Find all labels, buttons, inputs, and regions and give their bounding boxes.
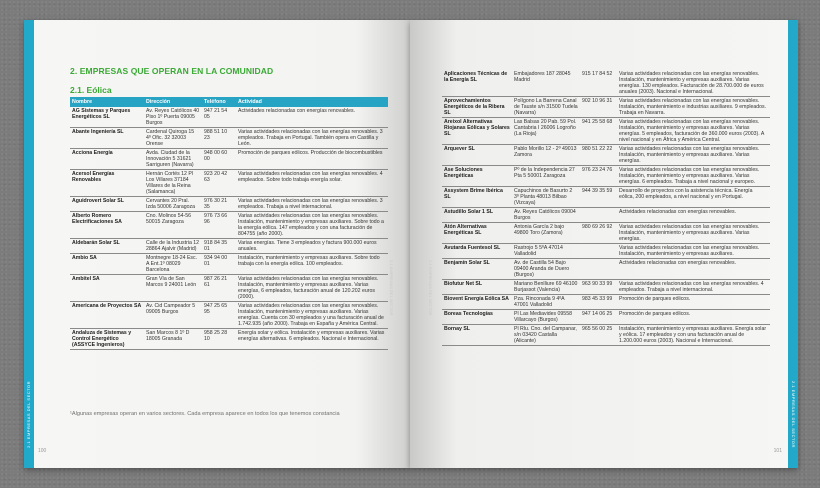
company-activity: Varias actividades relacionadas con las energías renovables. 4 empleados. Sobre todo trabaja energía solar.: [238, 171, 383, 183]
company-activity: Instalación, mantenimiento y empresas auxiliares. Sobre todo trabaja con la energía eólica. 100 empleados.: [238, 255, 380, 267]
table-row: [70, 107, 388, 128]
company-phone: 947 14 06 25: [582, 311, 613, 317]
company-name: Boreas Tecnologías: [444, 311, 493, 317]
table-row: [442, 310, 770, 325]
table-row: [442, 325, 770, 346]
table-row: [70, 212, 388, 239]
company-activity: Varias actividades relacionadas con las energías renovables. Instalación, mantenimiento y empresas auxiliares.: [619, 245, 760, 257]
table-row: [442, 118, 770, 145]
table-row: [70, 128, 388, 149]
header-phone: Teléfono: [202, 97, 236, 107]
right-page: [410, 20, 798, 468]
company-name: Assystem Brime Ibérica SL: [444, 188, 503, 200]
company-name: Aldebarán Solar SL: [72, 240, 120, 246]
left-page-number: 100: [38, 448, 47, 454]
company-activity: Varias actividades relacionadas con las energías renovables. Instalación, mantenimiento y empresas auxiliares. Varias energías.: [619, 224, 760, 242]
company-address: Av. de Castilla 54 Bajo 09400 Aranda de Duero (Burgos): [514, 260, 570, 278]
company-name: Bornay SL: [444, 326, 470, 332]
left-side-caption: 2.1 EMPRESAS DEL SECTOR: [26, 381, 31, 448]
company-activity: Actividades relacionadas con energías renovables.: [619, 260, 737, 266]
table-row: [442, 280, 770, 295]
company-phone: 948 00 60 00: [204, 150, 228, 162]
company-phone: 988 51 10 23: [204, 129, 228, 141]
company-activity: Varias actividades relacionadas con las energías renovables. Instalación, mantenimiento e industrias auxiliares. 9 empleados. Trabaja en Navarra.: [619, 98, 767, 116]
company-address: Av. Reyes Católicos 09004 Burgos: [514, 209, 576, 221]
company-name: Atón Alternativas Energéticas SL: [444, 224, 487, 236]
table-row: [70, 275, 388, 302]
company-activity: Varias actividades relacionadas con las energías renovables. Instalación, mantenimiento y empresas auxiliares. Varias energías. Cuenta con 30 empleados y una facturación anual de 1.742.935 (año 2000). Trabaja en España y América Central.: [238, 303, 384, 327]
table-row: [70, 149, 388, 170]
company-address: Cervantes 20 Pral. Izda 50006 Zaragoza: [146, 198, 196, 210]
table-row: [70, 329, 388, 350]
company-name: Avutarda Fuentesol SL: [444, 245, 501, 251]
company-name: Aprovechamientos Energéticos de la Ribera SL: [444, 98, 505, 116]
company-phone: 934 94 00 01: [204, 255, 228, 267]
company-phone: 947 25 65 95: [204, 303, 228, 315]
company-name: Aguidrovert Solar SL: [72, 198, 124, 204]
company-name: AG Sistemas y Parques Energéticos SL: [72, 108, 131, 120]
table-row: [442, 208, 770, 223]
company-activity: Varias actividades relacionadas con las energías renovables. Instalación, mantenimiento y empresas auxiliares. Varias energías. 6 empleados. Trabaja a nivel nacional y europeo.: [619, 167, 760, 185]
table-row: [442, 244, 770, 259]
company-address: Pablo Morillo 12 - 2º 49013 Zamora: [514, 146, 577, 158]
right-side-caption: 2.1 EMPRESAS DEL SECTOR: [791, 381, 796, 448]
company-phone: 963 90 33 99: [582, 281, 613, 287]
table-row: [70, 239, 388, 254]
company-activity: Varias actividades relacionadas con las energías renovables. Instalación, mantenimiento y empresas auxiliares. Varias energías, 6 empleados, facturación anual de 120.202 euros (2000).: [238, 276, 379, 300]
table-row: [70, 254, 388, 275]
company-phone: 958 25 28 10: [204, 330, 228, 342]
company-activity: Actividades relacionadas con energías renovables.: [619, 209, 737, 215]
company-name: Aplicaciones Técnicas de la Energía SL: [444, 71, 508, 83]
company-address: Rastrojo 5 5ºA 47014 Valladolid: [514, 245, 563, 257]
company-name: Abante Ingeniería SL: [72, 129, 124, 135]
company-activity: Promoción de parques eólicos.: [619, 311, 691, 317]
company-activity: Varias actividades relacionadas con las energías renovables. Instalación, mantenimiento y empresas auxiliares. Varias energías. 5 empleados, facturación de 360.000 euros (2003). A nivel nacional y en África y América Central.: [619, 119, 765, 143]
header-address: Dirección: [144, 97, 202, 107]
company-name: Areixol Alternativas Riojanas Eólicas y Solares SL: [444, 119, 510, 137]
company-name: Biovent Energía Eólica SA: [444, 296, 509, 302]
company-phone: 965 56 00 25: [582, 326, 613, 332]
table-row: [442, 166, 770, 187]
company-phone: 980 51 22 22: [582, 146, 613, 152]
company-activity: Varias energías. Tiene 3 empleados y factura 900.000 euros anuales.: [238, 240, 377, 252]
company-phone: 915 17 84 52: [582, 71, 613, 77]
table-row: [442, 259, 770, 280]
company-activity: Instalación, mantenimiento y empresas auxiliares. Energía solar y eólica. 17 empleados y con una facturación anual de 1.200.000 euros (2003). Nacional e Internacional.: [619, 326, 767, 344]
company-name: Ase Soluciones Energéticas: [444, 167, 483, 179]
table-row: [442, 187, 770, 208]
company-phone: 944 39 35 59: [582, 188, 613, 194]
company-address: San Marcos 8 1º D 18005 Granada: [146, 330, 190, 342]
company-name: Astudillo Solar 1 SL: [444, 209, 494, 215]
company-activity: Varias actividades relacionadas con las energías renovables. Instalación, mantenimiento y empresas auxiliares. Varias energías. 130 empleados. Facturación de 28.700.000 de euros anuales (2003). Nacional e Internacional.: [619, 71, 764, 95]
right-page-number: 101: [773, 448, 782, 454]
company-address: Pl Las Mediavides 09558 Villarcayo (Burgos): [514, 311, 572, 323]
footnote: ¹Algunas empresas operan en varios sectores. Cada empresa aparece en todos los que tenemos constancia: [70, 411, 340, 417]
company-phone: 987 26 21 61: [204, 276, 228, 288]
company-activity: Desarrollo de proyectos con la asistencia técnica. Energía eólica, 200 empleados, a nivel nacional y en Portugal.: [619, 188, 753, 200]
table-row: [442, 295, 770, 310]
company-phone: 983 45 33 99: [582, 296, 613, 302]
company-name: Americana de Proyectos SA: [72, 303, 142, 309]
company-phone: 976 30 21 35: [204, 198, 228, 210]
company-name: Acersol Energías Renovables: [72, 171, 115, 183]
company-address: Cardenal Quiroga 15 4º Ofic. 32 32003 Orense: [146, 129, 195, 147]
table-row: [442, 223, 770, 244]
company-activity: Actividades relacionadas con energías renovables.: [238, 108, 356, 114]
company-phone: [580, 259, 617, 280]
company-address: Gran Vía de San Marcos 9 24001 León: [146, 276, 197, 288]
left-page: [24, 20, 410, 468]
company-address: Hernán Cortés 12 Pl Los Villares 37184 Villares de la Reina (Salamanca): [146, 171, 193, 195]
company-activity: Promoción de parques eólicos. Producción de biocombustibles: [238, 150, 383, 156]
table-row: [70, 170, 388, 197]
company-name: Ambitel SA: [72, 276, 100, 282]
company-address: Montnegre 18-24 Esc. A Ent.1º 08029 Barcelona: [146, 255, 198, 273]
company-phone: 976 73 66 96: [204, 213, 228, 225]
company-address: Antonia García 2 bajo 49800 Toro (Zamora): [514, 224, 565, 236]
company-phone: [580, 244, 617, 259]
company-name: Alberto Romero Electrificaciones SA: [72, 213, 122, 225]
company-address: Pº de la Independencia 27 Pta 5 50001 Zaragoza: [514, 167, 575, 179]
company-phone: 976 23 24 76: [582, 167, 613, 173]
company-address: Calle de la Industria 12 28864 Ajalvir (Madrid): [146, 240, 200, 252]
table-row: [70, 302, 388, 329]
company-activity: Energía solar y eólica. Instalación y empresas auxiliares. Varias energías alternativas. 6 empleados. Nacional e Internacional.: [238, 330, 385, 342]
table-row: [70, 197, 388, 212]
company-address: Avda. Ciudad de la Innovación 5 31621 Sarriguren (Navarra): [146, 150, 194, 168]
company-phone: [580, 208, 617, 223]
section-title: 2. EMPRESAS QUE OPERAN EN LA COMUNIDAD: [70, 66, 274, 76]
table-row: [442, 97, 770, 118]
company-address: Av. Reyes Católicos 40 Piso 1º Puerta 09005 Burgos: [146, 108, 200, 126]
company-address: Pl Rlu. Cno. del Campanar, s/n 03420 Castalla (Alicante): [514, 326, 577, 344]
company-address: Las Balsas 20 Pab. 59 Pol. Cantabria I 26006 Logroño (La Rioja): [514, 119, 577, 137]
company-activity: Varias actividades relacionadas con las energías renovables. Instalación, mantenimiento y empresas auxiliares. Sobre todo a la energía eólica. 147 empleados y con una facturación de 804755 (año 2000).: [238, 213, 384, 237]
company-activity: Varias actividades relacionadas con las energías renovables. Instalación, mantenimiento y empresas auxiliares. Varias energías.: [619, 146, 760, 164]
company-address: Polígono La Barrena Canal de Tauste s/n 31500 Tudela (Navarra): [514, 98, 578, 116]
right-company-table: [442, 70, 770, 346]
company-phone: 918 84 35 01: [204, 240, 228, 252]
company-phone: 947 21 54 05: [204, 108, 228, 120]
company-phone: 941 25 58 68: [582, 119, 613, 125]
company-name: Andaluza de Sistemas y Control Energético (ASSYCE Ingenieros): [72, 330, 132, 348]
company-name: Biofutur Net SL: [444, 281, 483, 287]
left-gutter-caption: 2.1 EMPRESAS DEL SECTOR: [389, 260, 394, 316]
company-activity: Varias actividades relacionadas con las energías renovables. 4 empleados. Trabaja a nivel internacional.: [619, 281, 764, 293]
header-activity: Actividad: [236, 97, 388, 107]
company-address: Mariano Benlliure 69 46100 Burjassot (Valencia): [514, 281, 578, 293]
company-address: Cno. Molinos 54-56 50015 Zaragoza: [146, 213, 191, 225]
company-phone: 923 20 42 63: [204, 171, 228, 183]
company-phone: 902 10 96 31: [582, 98, 613, 104]
table-row: [442, 70, 770, 97]
company-name: Ambio SA: [72, 255, 97, 261]
table-row: [442, 145, 770, 166]
company-phone: 980 69 26 92: [582, 224, 613, 230]
company-activity: Varias actividades relacionadas con las energías renovables. 3 empleados. Trabaja en Portugal. También opera en Castilla y León.: [238, 129, 383, 147]
company-address: Av. Cid Campeador 5 09005 Burgos: [146, 303, 196, 315]
header-name: Nombre: [70, 97, 144, 107]
left-company-table: [70, 97, 388, 350]
company-activity: Varias actividades relacionadas con las energías renovables. 3 empleados. Trabaja a nivel internacional.: [238, 198, 383, 210]
company-name: Benjamín Solar SL: [444, 260, 490, 266]
company-activity: Promoción de parques eólicos.: [619, 296, 691, 302]
open-book: [24, 20, 798, 468]
subsection-title: 2.1. Eólica: [70, 85, 112, 95]
company-name: Acciona Energía: [72, 150, 113, 156]
company-name: Arquever SL: [444, 146, 475, 152]
table-header-row: [70, 97, 388, 107]
right-gutter-caption: 2.1 EMPRESAS DEL SECTOR: [428, 260, 433, 316]
company-address: Capuchinos de Basurto 2 3º Planta 48013 Bilbao (Vizcaya): [514, 188, 573, 206]
company-address: Embajadores 187 28045 Madrid: [514, 71, 571, 83]
company-address: Pza. Rinconada 9 4ºA 47001 Valladolid: [514, 296, 565, 308]
